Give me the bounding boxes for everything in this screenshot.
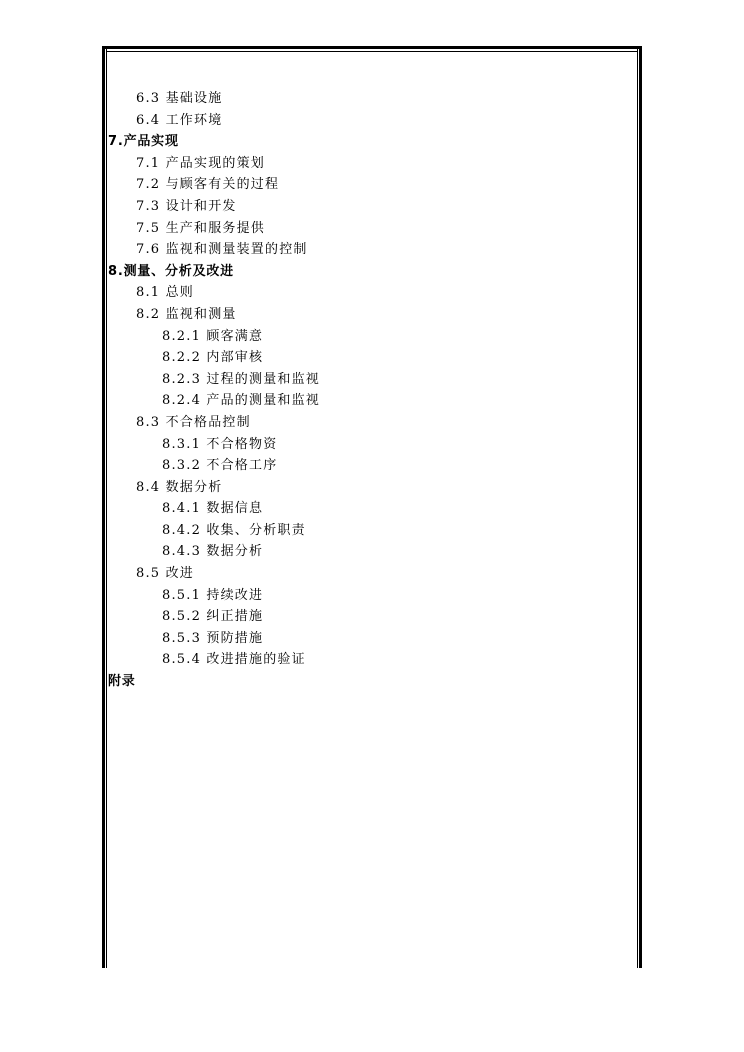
toc-subsection-item: 8.5.2 纠正措施 xyxy=(162,609,264,625)
frame-border-right-inner xyxy=(637,49,638,968)
toc-section-item: 8.4 数据分析 xyxy=(136,479,223,495)
toc-subsection-item: 8.4.3 数据分析 xyxy=(162,544,264,560)
toc-subsection-item: 8.3.1 不合格物资 xyxy=(162,436,278,452)
toc-section-item: 8.3 不合格品控制 xyxy=(136,414,251,430)
toc-subsection-item: 8.4.2 收集、分析职责 xyxy=(162,522,306,538)
toc-subsection-item: 8.2.3 过程的测量和监视 xyxy=(162,371,321,387)
frame-border-left xyxy=(102,46,105,968)
toc-section-item: 8.5 改进 xyxy=(136,566,195,582)
frame-border-right xyxy=(639,46,642,968)
toc-subsection-item: 8.2.1 顾客满意 xyxy=(162,328,264,344)
toc-section-item: 6.3 基础设施 xyxy=(136,91,223,106)
toc-section-item: 7.3 设计和开发 xyxy=(136,198,237,214)
table-of-contents xyxy=(108,88,628,693)
toc-subsection-item: 8.5.1 持续改进 xyxy=(162,587,264,603)
frame-border-top xyxy=(102,46,642,49)
toc-subsection-item: 8.2.4 产品的测量和监视 xyxy=(162,393,321,409)
frame-border-left-inner xyxy=(106,49,107,968)
toc-subsection-item: 8.4.1 数据信息 xyxy=(162,501,264,517)
toc-section-item: 7.2 与顾客有关的过程 xyxy=(136,177,280,193)
frame-border-top-inner xyxy=(106,51,638,52)
toc-chapter-heading: 7.产品实现 xyxy=(108,134,179,150)
toc-subsection-item: 8.2.2 内部审核 xyxy=(162,350,264,366)
toc-section-item: 7.1 产品实现的策划 xyxy=(136,155,266,171)
toc-chapter-heading: 8.测量、分析及改进 xyxy=(108,263,234,279)
toc-subsection-item: 8.5.4 改进措施的验证 xyxy=(162,652,306,668)
toc-subsection-item: 8.3.2 不合格工序 xyxy=(162,458,278,474)
toc-section-item: 7.6 监视和测量装置的控制 xyxy=(136,242,308,258)
toc-section-item: 6.4 工作环境 xyxy=(136,112,223,128)
toc-subsection-item: 8.5.3 预防措施 xyxy=(162,630,264,646)
toc-section-item: 8.1 总则 xyxy=(136,285,195,301)
toc-section-item: 8.2 监视和测量 xyxy=(136,306,237,322)
toc-section-item: 7.5 生产和服务提供 xyxy=(136,220,266,236)
toc-chapter-heading: 附录 xyxy=(108,674,136,690)
